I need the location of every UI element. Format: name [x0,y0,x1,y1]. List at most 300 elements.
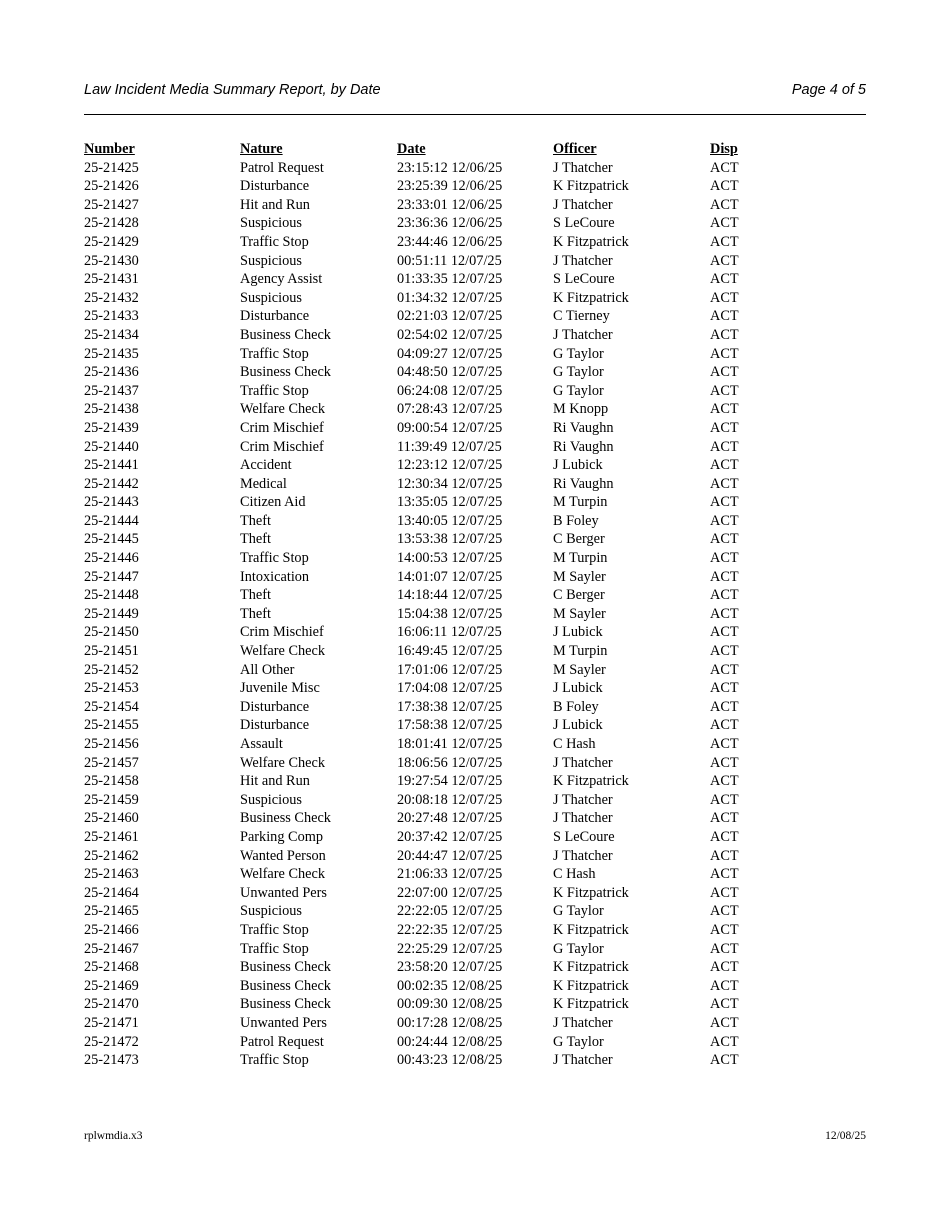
cell-date: 13:35:05 12/07/25 [397,494,503,511]
cell-disp: ACT [710,884,739,901]
cell-number: 25-21427 [84,196,139,213]
table-row [84,754,770,773]
cell-officer: J Thatcher [553,196,613,213]
cell-number: 25-21473 [84,1052,139,1069]
cell-nature: Theft [240,512,271,529]
cell-nature: Juvenile Misc [240,680,320,697]
cell-nature: Suspicious [240,215,302,232]
cell-officer: M Knopp [553,401,609,418]
cell-number: 25-21454 [84,698,139,715]
cell-disp: ACT [710,847,739,864]
table-row [84,791,770,810]
table-row [84,940,770,959]
cell-number: 25-21469 [84,977,139,994]
cell-nature: Parking Comp [240,828,324,845]
cell-number: 25-21446 [84,550,139,567]
cell-number: 25-21468 [84,959,139,976]
cell-nature: Assault [240,736,283,752]
cell-date: 14:01:07 12/07/25 [397,568,503,585]
cell-date: 00:51:11 12/07/25 [397,252,502,269]
cell-number: 25-21425 [84,159,139,176]
cell-nature: Traffic Stop [240,550,309,567]
cell-nature: Wanted Person [240,847,326,864]
cell-number: 25-21430 [84,252,139,269]
cell-nature: Accident [240,457,292,474]
cell-officer: J Thatcher [553,1014,613,1031]
cell-nature: Suspicious [240,289,302,306]
cell-disp: ACT [710,810,739,827]
cell-date: 23:15:12 12/06/25 [397,159,503,176]
page-header [84,82,866,102]
cell-nature: Business Check [240,364,331,381]
cell-number: 25-21470 [84,996,139,1013]
cell-disp: ACT [710,921,739,938]
cell-officer: K Fitzpatrick [553,959,629,976]
cell-disp: ACT [710,903,739,920]
cell-disp: ACT [710,215,739,232]
cell-number: 25-21456 [84,736,139,752]
cell-officer: G Taylor [553,345,604,362]
cell-disp: ACT [710,754,739,771]
cell-nature: Intoxication [240,568,310,585]
column-header-date: Date [397,141,426,157]
cell-officer: M Turpin [553,550,608,567]
cell-date: 22:22:35 12/07/25 [397,921,503,938]
cell-nature: Crim Mischief [240,624,324,641]
page-footer [84,1130,866,1146]
table-row [84,493,770,512]
cell-nature: Suspicious [240,252,302,269]
cell-officer: J Thatcher [553,810,613,827]
cell-disp: ACT [710,680,739,697]
table-row [84,809,770,828]
cell-officer: C Hash [553,866,596,883]
cell-nature: Traffic Stop [240,1052,309,1069]
column-header-nature: Nature [240,141,283,157]
cell-number: 25-21426 [84,178,139,195]
cell-date: 00:17:28 12/08/25 [397,1014,503,1031]
cell-officer: Ri Vaughn [553,475,614,492]
cell-number: 25-21453 [84,680,139,697]
cell-date: 23:33:01 12/06/25 [397,196,503,213]
cell-date: 12:30:34 12/07/25 [397,475,503,492]
cell-nature: Welfare Check [240,401,325,418]
cell-number: 25-21450 [84,624,139,641]
cell-date: 11:39:49 12/07/25 [397,438,502,455]
table-row [84,419,770,438]
cell-number: 25-21443 [84,494,139,511]
cell-number: 25-21467 [84,940,139,957]
cell-date: 16:06:11 12/07/25 [397,624,502,641]
cell-nature: Hit and Run [240,773,310,790]
cell-number: 25-21431 [84,271,139,288]
table-row [84,400,770,419]
column-header-officer: Officer [553,141,597,157]
cell-date: 13:53:38 12/07/25 [397,531,503,548]
cell-number: 25-21435 [84,345,139,362]
cell-officer: Ri Vaughn [553,419,614,436]
cell-disp: ACT [710,475,739,492]
cell-disp: ACT [710,1033,739,1050]
cell-number: 25-21459 [84,791,139,808]
cell-nature: Traffic Stop [240,921,309,938]
table-row [84,363,770,382]
cell-nature: Theft [240,531,271,548]
cell-nature: Crim Mischief [240,419,324,436]
cell-number: 25-21432 [84,289,139,306]
cell-disp: ACT [710,419,739,436]
page-number: Page 4 of 5 [791,82,866,98]
cell-officer: J Thatcher [553,1052,613,1069]
cell-date: 19:27:54 12/07/25 [397,773,503,790]
cell-officer: K Fitzpatrick [553,884,629,901]
cell-disp: ACT [710,252,739,269]
cell-disp: ACT [710,791,739,808]
cell-nature: Theft [240,605,271,622]
cell-disp: ACT [710,1052,739,1069]
cell-officer: G Taylor [553,1033,604,1050]
cell-number: 25-21447 [84,568,139,585]
cell-date: 13:40:05 12/07/25 [397,512,503,529]
table-row [84,884,770,903]
cell-disp: ACT [710,364,739,381]
cell-nature: Suspicious [240,791,302,808]
cell-officer: K Fitzpatrick [553,977,629,994]
cell-disp: ACT [710,940,739,957]
cell-officer: K Fitzpatrick [553,289,629,306]
cell-disp: ACT [710,736,739,752]
table-row [84,716,770,735]
cell-disp: ACT [710,773,739,790]
cell-date: 23:58:20 12/07/25 [397,959,503,976]
cell-officer: J Thatcher [553,326,613,343]
cell-officer: K Fitzpatrick [553,773,629,790]
cell-disp: ACT [710,828,739,845]
cell-disp: ACT [710,382,739,399]
table-row [84,735,770,754]
cell-disp: ACT [710,698,739,715]
cell-officer: Ri Vaughn [553,438,614,455]
cell-number: 25-21429 [84,233,139,250]
cell-officer: J Thatcher [553,159,613,176]
cell-date: 17:38:38 12/07/25 [397,698,503,715]
cell-officer: B Foley [553,512,599,529]
cell-date: 20:08:18 12/07/25 [397,791,503,808]
cell-date: 00:09:30 12/08/25 [397,996,503,1013]
cell-number: 25-21442 [84,475,139,492]
cell-officer: S LeCoure [553,271,615,288]
cell-nature: Traffic Stop [240,345,309,362]
cell-date: 01:33:35 12/07/25 [397,271,503,288]
table-row [84,977,770,996]
cell-nature: Agency Assist [240,271,323,288]
cell-date: 02:54:02 12/07/25 [397,326,503,343]
incident-table [84,140,770,1070]
cell-number: 25-21452 [84,661,139,678]
table-row [84,270,770,289]
cell-officer: G Taylor [553,940,604,957]
column-header-number: Number [84,141,135,157]
table-row [84,661,770,680]
cell-officer: J Thatcher [553,754,613,771]
table-row [84,214,770,233]
cell-date: 07:28:43 12/07/25 [397,401,503,418]
cell-nature: Business Check [240,326,331,343]
cell-date: 17:58:38 12/07/25 [397,717,503,734]
table-row [84,642,770,661]
cell-number: 25-21440 [84,438,139,455]
cell-nature: Disturbance [240,698,310,715]
table-row [84,958,770,977]
cell-date: 17:04:08 12/07/25 [397,680,503,697]
table-row [84,772,770,791]
cell-date: 09:00:54 12/07/25 [397,419,503,436]
cell-disp: ACT [710,233,739,250]
table-row [84,1014,770,1033]
table-row [84,252,770,271]
cell-date: 00:24:44 12/08/25 [397,1033,503,1050]
cell-nature: Business Check [240,996,331,1013]
cell-date: 14:18:44 12/07/25 [397,587,503,604]
table-row [84,530,770,549]
cell-date: 22:22:05 12/07/25 [397,903,503,920]
cell-number: 25-21438 [84,401,139,418]
table-row [84,382,770,401]
table-body [84,159,770,1070]
cell-officer: J Lubick [553,457,603,474]
cell-disp: ACT [710,550,739,567]
cell-officer: C Berger [553,587,605,604]
cell-nature: Suspicious [240,903,302,920]
cell-nature: Welfare Check [240,643,325,660]
table-row [84,1033,770,1052]
cell-officer: M Turpin [553,494,608,511]
table-row [84,921,770,940]
header-divider [84,114,866,115]
cell-officer: S LeCoure [553,215,615,232]
report-title: Law Incident Media Summary Report, by Date [84,82,381,98]
cell-number: 25-21472 [84,1033,139,1050]
cell-officer: J Lubick [553,717,603,734]
cell-officer: K Fitzpatrick [553,178,629,195]
table-row [84,345,770,364]
cell-date: 02:21:03 12/07/25 [397,308,503,325]
cell-number: 25-21458 [84,773,139,790]
cell-nature: All Other [240,661,295,678]
cell-disp: ACT [710,605,739,622]
cell-nature: Welfare Check [240,754,325,771]
cell-date: 22:25:29 12/07/25 [397,940,503,957]
table-row [84,159,770,178]
table-row [84,623,770,642]
cell-number: 25-21437 [84,382,139,399]
table-row [84,438,770,457]
cell-number: 25-21439 [84,419,139,436]
cell-nature: Welfare Check [240,866,325,883]
cell-officer: J Thatcher [553,791,613,808]
cell-date: 21:06:33 12/07/25 [397,866,503,883]
cell-date: 23:36:36 12/06/25 [397,215,503,232]
cell-nature: Disturbance [240,717,310,734]
cell-number: 25-21428 [84,215,139,232]
cell-date: 18:06:56 12/07/25 [397,754,503,771]
cell-number: 25-21460 [84,810,139,827]
cell-officer: S LeCoure [553,828,615,845]
table-row [84,196,770,215]
cell-disp: ACT [710,866,739,883]
cell-nature: Theft [240,587,271,604]
cell-date: 20:37:42 12/07/25 [397,828,503,845]
cell-officer: J Thatcher [553,252,613,269]
cell-disp: ACT [710,661,739,678]
cell-nature: Citizen Aid [240,494,306,511]
cell-date: 12:23:12 12/07/25 [397,457,503,474]
cell-disp: ACT [710,196,739,213]
table-row [84,326,770,345]
cell-disp: ACT [710,401,739,418]
cell-number: 25-21466 [84,921,139,938]
cell-officer: M Turpin [553,643,608,660]
cell-disp: ACT [710,178,739,195]
cell-disp: ACT [710,1014,739,1031]
cell-disp: ACT [710,568,739,585]
cell-disp: ACT [710,289,739,306]
cell-nature: Unwanted Pers [240,884,327,901]
cell-disp: ACT [710,959,739,976]
cell-disp: ACT [710,271,739,288]
table-row [84,847,770,866]
table-row [84,1051,770,1070]
cell-officer: G Taylor [553,382,604,399]
cell-officer: G Taylor [553,903,604,920]
cell-disp: ACT [710,159,739,176]
cell-date: 20:27:48 12/07/25 [397,810,503,827]
cell-disp: ACT [710,977,739,994]
cell-number: 25-21455 [84,717,139,734]
cell-disp: ACT [710,438,739,455]
cell-number: 25-21448 [84,587,139,604]
cell-nature: Business Check [240,959,331,976]
cell-number: 25-21463 [84,866,139,883]
cell-officer: M Sayler [553,568,606,585]
cell-nature: Disturbance [240,178,310,195]
cell-officer: G Taylor [553,364,604,381]
cell-disp: ACT [710,531,739,548]
cell-number: 25-21449 [84,605,139,622]
cell-number: 25-21461 [84,828,139,845]
table-row [84,679,770,698]
cell-date: 01:34:32 12/07/25 [397,289,503,306]
cell-date: 18:01:41 12/07/25 [397,736,503,752]
cell-number: 25-21441 [84,457,139,474]
cell-disp: ACT [710,457,739,474]
footer-date: 12/08/25 [825,1130,866,1142]
cell-disp: ACT [710,345,739,362]
cell-nature: Patrol Request [240,159,324,176]
table-row [84,177,770,196]
cell-officer: M Sayler [553,605,606,622]
cell-disp: ACT [710,587,739,604]
cell-nature: Unwanted Pers [240,1014,327,1031]
cell-date: 06:24:08 12/07/25 [397,382,503,399]
cell-date: 22:07:00 12/07/25 [397,884,503,901]
cell-officer: K Fitzpatrick [553,996,629,1013]
cell-nature: Hit and Run [240,196,310,213]
table-row [84,289,770,308]
table-row [84,605,770,624]
cell-date: 00:43:23 12/08/25 [397,1052,503,1069]
cell-date: 17:01:06 12/07/25 [397,661,503,678]
cell-date: 23:44:46 12/06/25 [397,233,503,250]
cell-nature: Crim Mischief [240,438,324,455]
table-row [84,307,770,326]
cell-nature: Disturbance [240,308,310,325]
cell-disp: ACT [710,512,739,529]
table-row [84,995,770,1014]
cell-date: 23:25:39 12/06/25 [397,178,503,195]
cell-disp: ACT [710,494,739,511]
table-row [84,865,770,884]
cell-date: 04:48:50 12/07/25 [397,364,503,381]
cell-number: 25-21436 [84,364,139,381]
table-row [84,512,770,531]
cell-officer: C Berger [553,531,605,548]
cell-nature: Business Check [240,977,331,994]
table-row [84,902,770,921]
cell-number: 25-21445 [84,531,139,548]
cell-number: 25-21471 [84,1014,139,1031]
cell-number: 25-21465 [84,903,139,920]
cell-number: 25-21444 [84,512,139,529]
cell-disp: ACT [710,996,739,1013]
cell-officer: C Tierney [553,308,610,325]
cell-officer: K Fitzpatrick [553,233,629,250]
cell-date: 04:09:27 12/07/25 [397,345,503,362]
cell-date: 14:00:53 12/07/25 [397,550,503,567]
cell-disp: ACT [710,643,739,660]
table-header-row [84,140,770,159]
cell-date: 15:04:38 12/07/25 [397,605,503,622]
cell-number: 25-21457 [84,754,139,771]
cell-disp: ACT [710,624,739,641]
cell-date: 00:02:35 12/08/25 [397,977,503,994]
cell-number: 25-21464 [84,884,139,901]
cell-date: 16:49:45 12/07/25 [397,643,503,660]
cell-disp: ACT [710,326,739,343]
cell-officer: M Sayler [553,661,606,678]
cell-nature: Traffic Stop [240,233,309,250]
cell-number: 25-21451 [84,643,139,660]
cell-nature: Patrol Request [240,1033,324,1050]
table-row [84,698,770,717]
cell-nature: Business Check [240,810,331,827]
table-row [84,568,770,587]
table-row [84,586,770,605]
cell-number: 25-21433 [84,308,139,325]
cell-officer: J Lubick [553,680,603,697]
table-row [84,828,770,847]
table-row [84,233,770,252]
cell-officer: C Hash [553,736,596,752]
cell-officer: B Foley [553,698,599,715]
cell-disp: ACT [710,717,739,734]
cell-number: 25-21434 [84,326,139,343]
cell-date: 20:44:47 12/07/25 [397,847,503,864]
table-row [84,456,770,475]
cell-disp: ACT [710,308,739,325]
table-row [84,549,770,568]
cell-officer: K Fitzpatrick [553,921,629,938]
